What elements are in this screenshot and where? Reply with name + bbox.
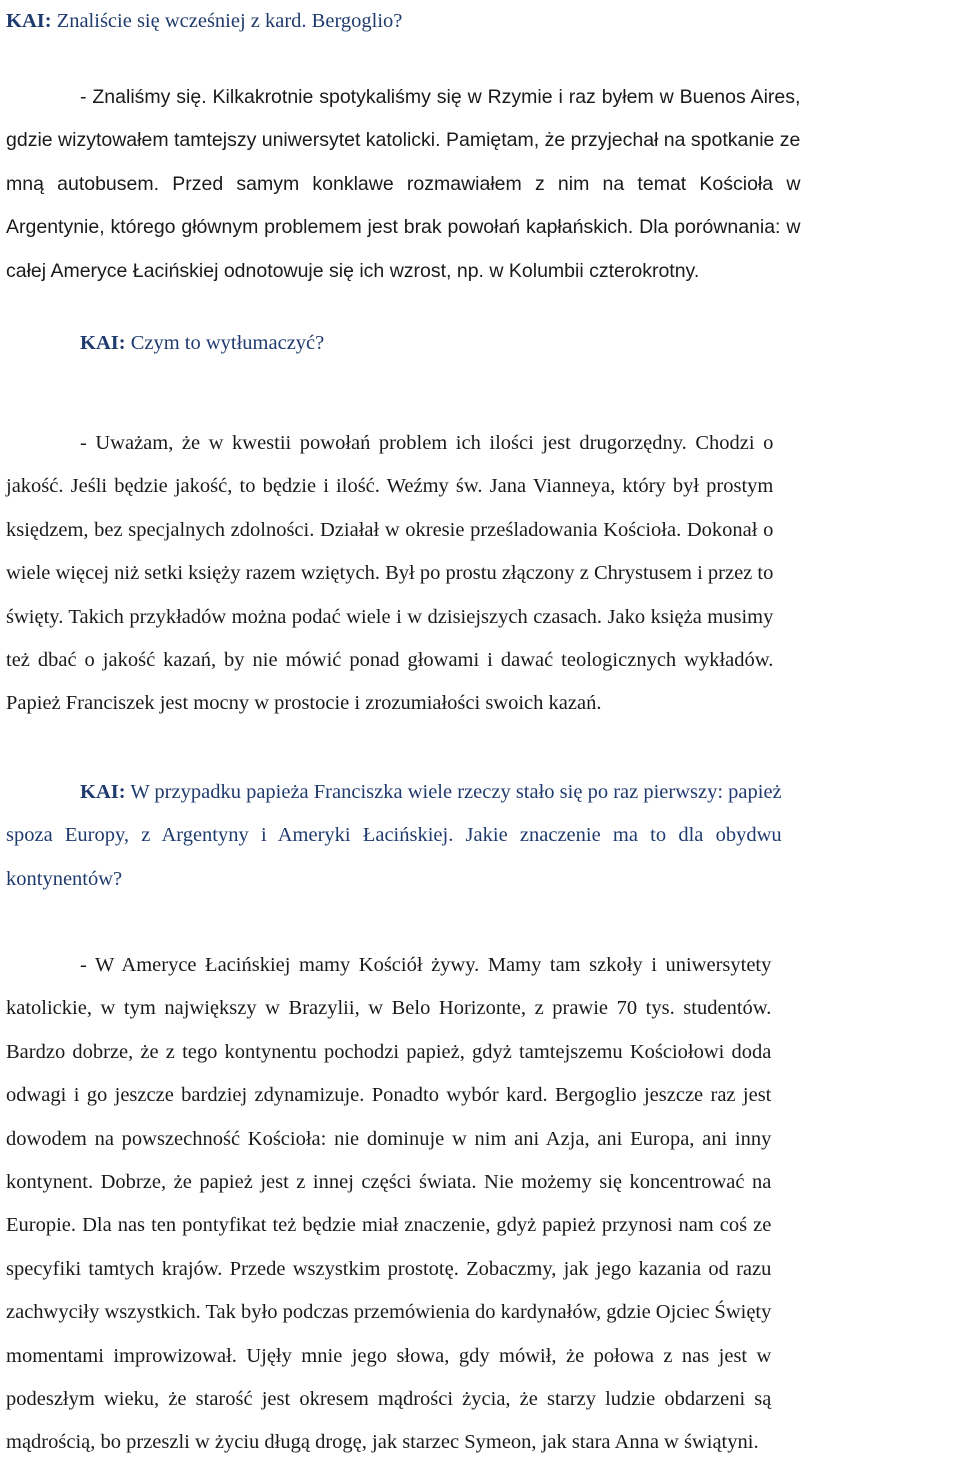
answer-2-line: też dbać o jakość kazań, by nie mówić ponad głowami i dawać teologicznych wykładów.: [6, 648, 774, 671]
answer-1-line: Argentynie, którego głównym problemem jest brak powołań kapłańskich. Dla porównania: w: [6, 216, 801, 239]
answer-2: [6, 422, 773, 726]
answer-2-line: wiele więcej niż setki księży razem wziętych. Był po prostu złączony z Chrystusem i przez to: [6, 562, 774, 585]
answer-3-line: Europie. Dla nas ten pontyfikat też będzie miał znaczenie, gdyż papież przynosi nam coś ze: [6, 1214, 772, 1237]
interviewer-label: KAI:: [6, 10, 52, 32]
question-3: [6, 771, 782, 901]
question-2-line: [6, 322, 324, 365]
question-3-text: W przypadku papieża Franciszka wiele rzeczy stało się po raz pierwszy: papież: [125, 781, 782, 803]
answer-1-line: gdzie wizytowałem tamtejszy uniwersytet katolicki. Pamiętam, że przyjechał na spotkanie ze: [6, 129, 801, 152]
answer-2-line: - Uważam, że w kwestii powołań problem ich ilości jest drugorzędny. Chodzi o: [80, 432, 774, 454]
answer-3-line: momentami improwizował. Ujęły mnie jego słowa, gdy mówił, że połowa z nas jest w: [6, 1344, 772, 1367]
answer-2-line: jakość. Jeśli będzie jakość, to będzie i ilość. Weźmy św. Jana Vianneya, który był prostym: [6, 475, 774, 498]
answer-1: [6, 76, 800, 293]
answer-3-line: podeszłym wieku, że starość jest okresem mądrości życia, że starzy ludzie obdarzeni są: [6, 1387, 772, 1410]
answer-3-line: dowodem na powszechność Kościoła: nie dominuje w nim ani Azja, ani Europa, ani inny: [6, 1127, 772, 1150]
interviewer-label: KAI:: [80, 332, 126, 354]
question-1-text: Znaliście się wcześniej z kard. Bergoglio?: [51, 10, 403, 32]
answer-1-line: - Znaliśmy się. Kilkakrotnie spotykaliśmy się w Rzymie i raz byłem w Buenos Aires,: [80, 86, 801, 108]
answer-1-line: całej Ameryce Łacińskiej odnotowuje się ich wzrost, np. w Kolumbii czterokrotny.: [6, 259, 700, 282]
question-1-line: [6, 0, 402, 43]
answer-3-line: specyfiki tamtych krajów. Przede wszystkim prostotę. Zobaczmy, jak jego kazania od razu: [6, 1257, 772, 1280]
answer-3-line: kontynent. Dobrze, że papież jest z innej części świata. Nie możemy się koncentrować na: [6, 1170, 772, 1193]
question-2: [6, 322, 324, 365]
answer-3: [6, 944, 771, 1465]
answer-3-line: Bardzo dobrze, że z tego kontynentu pochodzi papież, gdyż tamtejszemu Kościołowi doda: [6, 1040, 772, 1063]
answer-2-line: święty. Takich przykładów można podać wiele i w dzisiejszych czasach. Jako księża musimy: [6, 605, 774, 628]
question-2-text: Czym to wytłumaczyć?: [125, 332, 325, 354]
question-3-line: spoza Europy, z Argentyny i Ameryki Łacińskiej. Jakie znaczenie ma to dla obydwu: [6, 824, 782, 847]
answer-3-line: zachwyciły wszystkich. Tak było podczas przemówienia do kardynałów, gdzie Ojciec Święty: [6, 1301, 772, 1324]
interviewer-label: KAI:: [80, 781, 126, 803]
answer-3-line: mądrością, bo przeszli w życiu długą drogę, jak starzec Symeon, jak stara Anna w świątyni.: [6, 1431, 759, 1454]
answer-2-line: Papież Franciszek jest mocny w prostocie i zrozumiałości swoich kazań.: [6, 692, 602, 715]
question-3-line: [6, 771, 782, 814]
answer-3-line: odwagi i go jeszcze bardziej zdynamizuje. Ponadto wybór kard. Bergoglio jeszcze raz jest: [6, 1084, 772, 1107]
answer-3-line: katolickie, w tym największy w Brazylii, w Belo Horizonte, z prawie 70 tys. studentów.: [6, 997, 772, 1020]
answer-1-line: mną autobusem. Przed samym konklawe rozmawiałem z nim na temat Kościoła w: [6, 172, 801, 195]
answer-3-line: - W Ameryce Łacińskiej mamy Kościół żywy. Mamy tam szkoły i uniwersytety: [80, 954, 772, 976]
answer-2-line: księdzem, bez specjalnych zdolności. Działał w okresie prześladowania Kościoła. Dokonał o: [6, 518, 774, 541]
question-3-line: kontynentów?: [6, 867, 123, 890]
question-1: [6, 0, 402, 43]
